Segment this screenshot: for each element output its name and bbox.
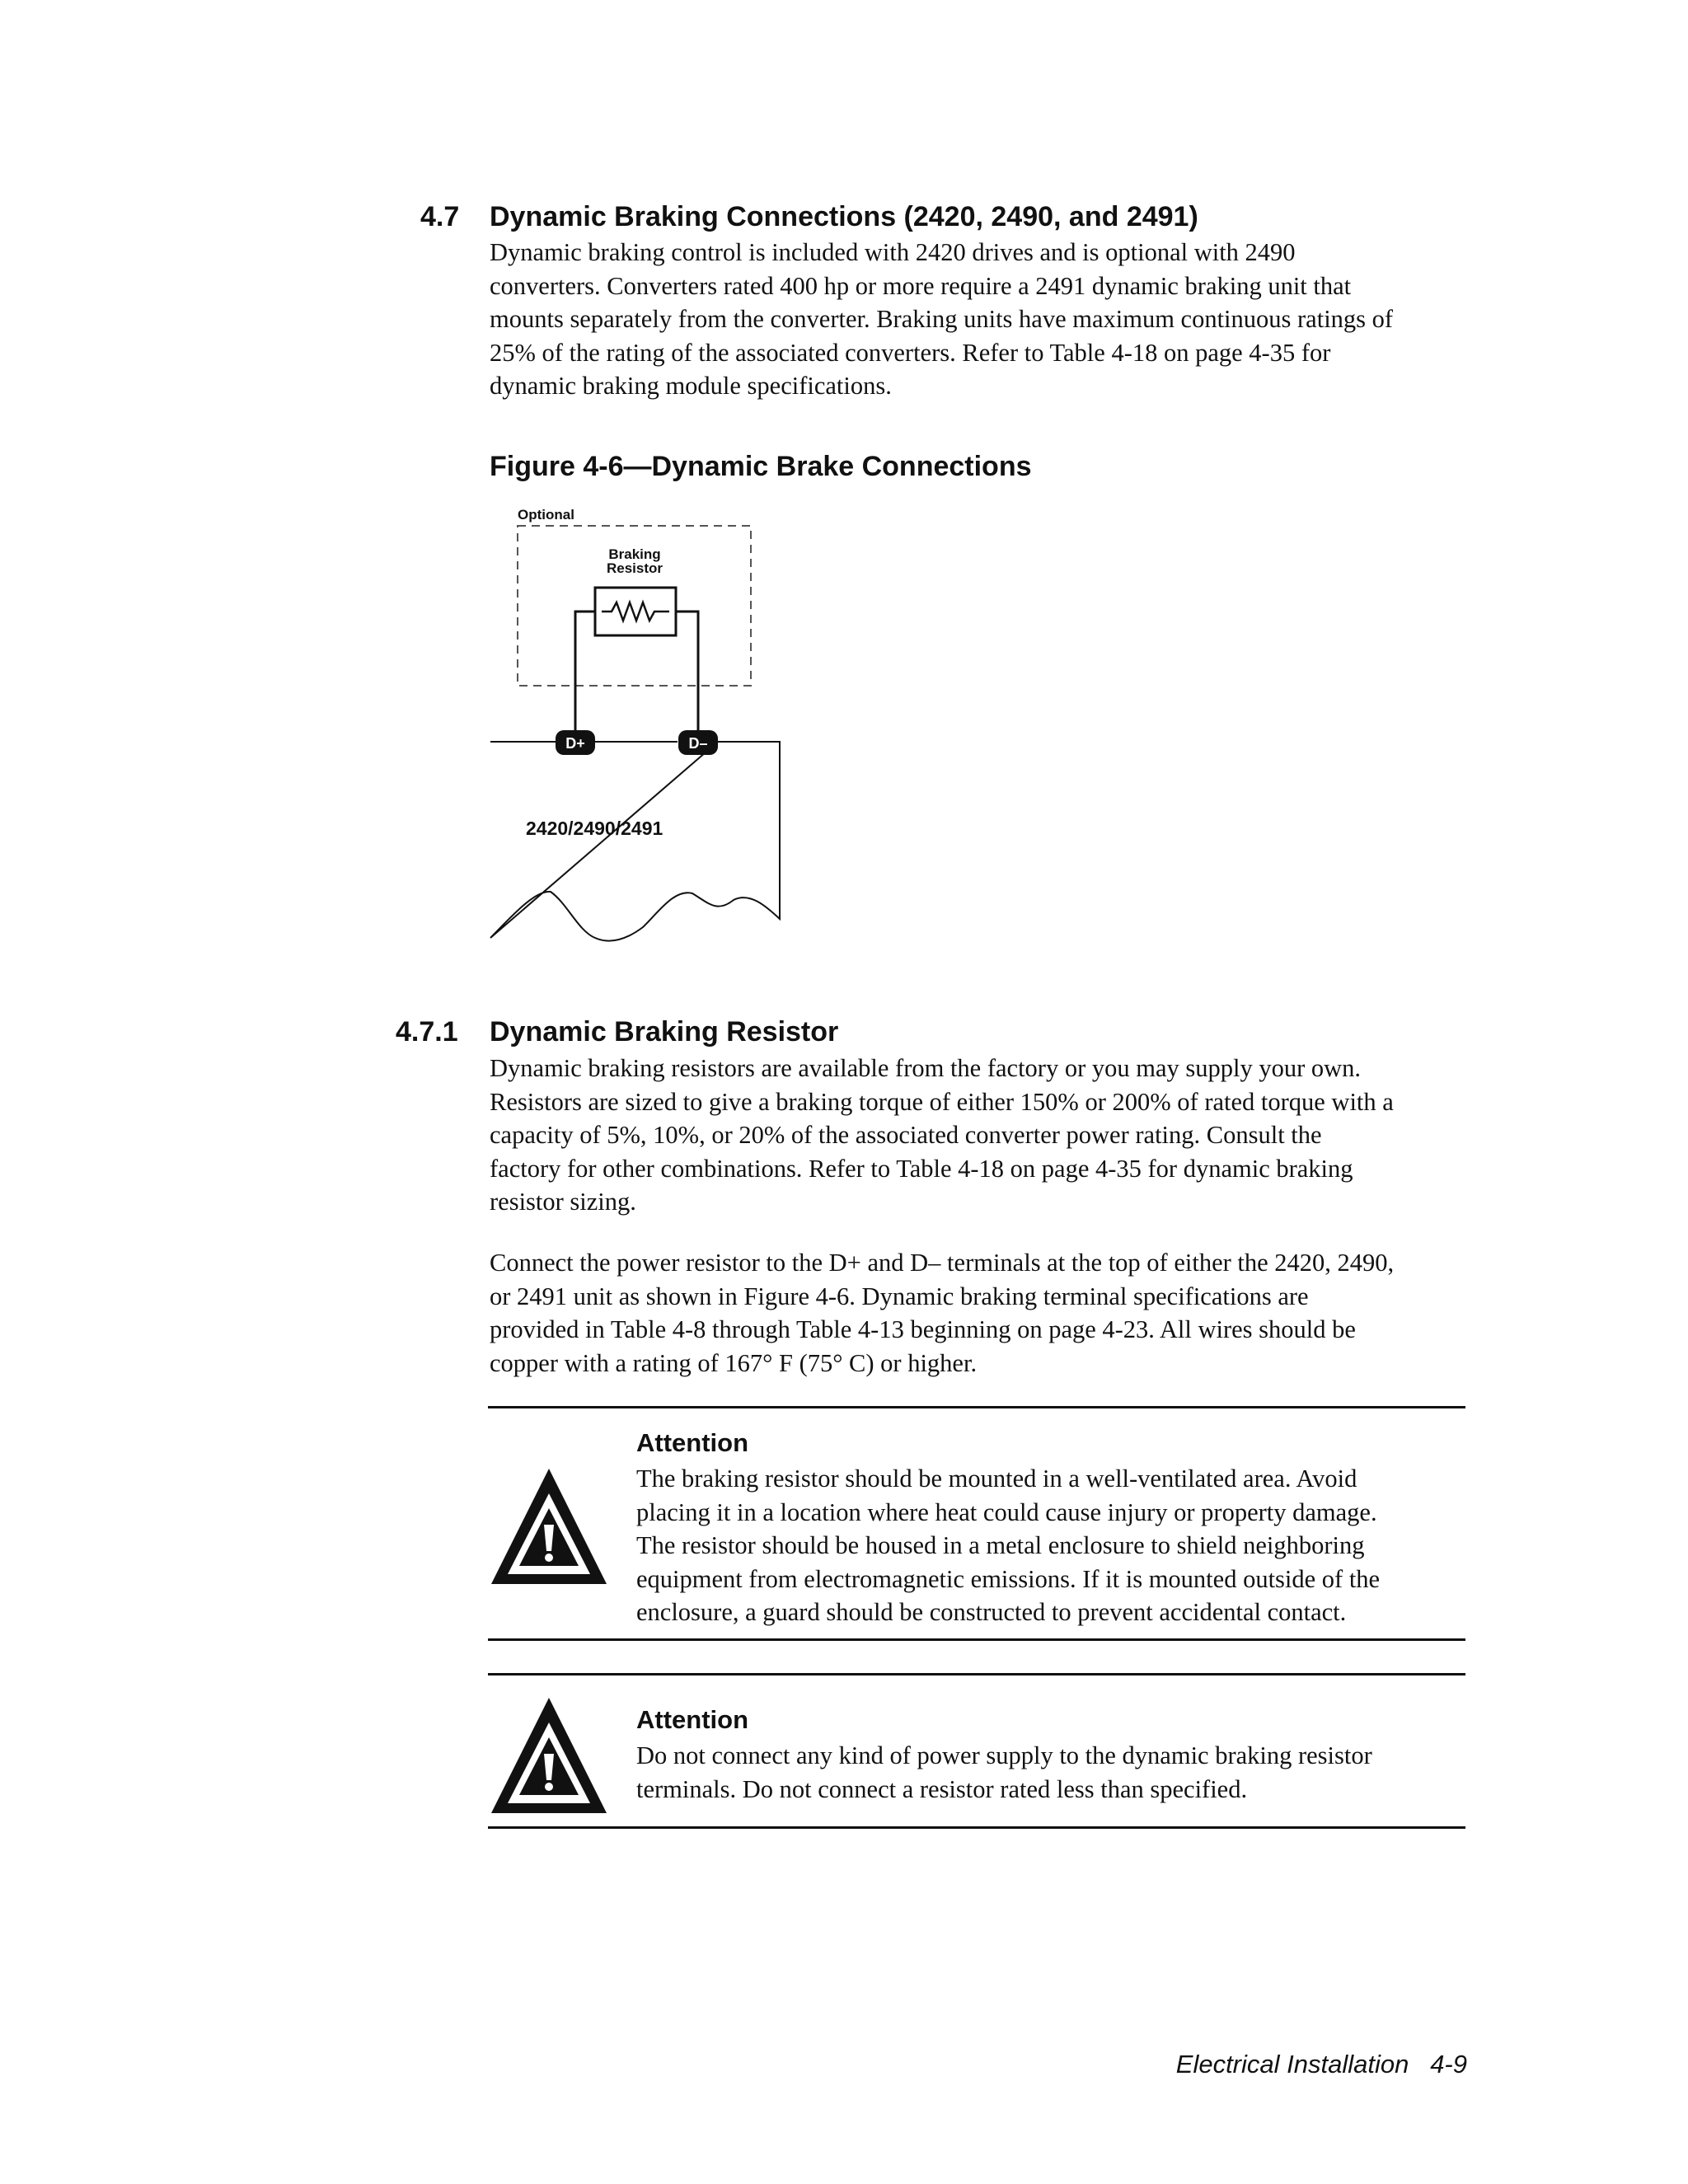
figure-title: Figure 4-6—Dynamic Brake Connections: [490, 451, 1032, 482]
section-title: Dynamic Braking Connections (2420, 2490, and 2491): [490, 201, 1198, 232]
text-line: dynamic braking module specifications.: [490, 372, 892, 400]
footer-page-number: 4-9: [1430, 2050, 1467, 2079]
resistor-label-1: Braking: [608, 546, 661, 562]
text-line: placing it in a location where heat could cause injury or property damage.: [636, 1497, 1377, 1526]
text-line: capacity of 5%, 10%, or 20% of the associated converter power rating. Consult the: [490, 1121, 1322, 1149]
resistor-label-2: Resistor: [606, 560, 663, 576]
section-4-7-1-paragraph-2: [490, 1246, 1479, 1380]
drive-unit-outline: [490, 742, 780, 941]
text-line: enclosure, a guard should be constructed to prevent accidental contact.: [636, 1598, 1347, 1626]
attention-2-bottom-rule: [488, 1826, 1465, 1829]
wire-d-minus: [676, 612, 698, 738]
text-line: mounts separately from the converter. Braking units have maximum continuous ratings of: [490, 305, 1394, 333]
text-line: Connect the power resistor to the D+ and D– terminals at the top of either the 2420, 2490,: [490, 1249, 1395, 1277]
warning-triangle-icon: [488, 1465, 610, 1587]
wire-d-plus: [575, 612, 595, 738]
text-line: Dynamic braking resistors are available from the factory or you may supply your own.: [490, 1054, 1362, 1082]
footer-section: Electrical Installation: [1175, 2050, 1409, 2079]
terminal-d-plus-label: D+: [565, 735, 585, 752]
text-line: converters. Converters rated 400 hp or more require a 2491 dynamic braking unit that: [490, 271, 1352, 300]
text-line: Resistors are sized to give a braking torque of either 150% or 200% of rated torque with a: [490, 1087, 1394, 1116]
optional-label: Optional: [518, 507, 574, 523]
section-4-7-1-paragraph-1: [490, 1052, 1479, 1219]
text-line: Dynamic braking control is included with 2420 drives and is optional with 2490: [490, 238, 1296, 266]
attention-1-top-rule: [488, 1406, 1465, 1408]
text-line: resistor sizing.: [490, 1188, 636, 1216]
attention-1-title: Attention: [636, 1428, 749, 1457]
subsection-title: Dynamic Braking Resistor: [490, 1016, 839, 1047]
section-number: 4.7: [420, 201, 460, 232]
text-line: The resistor should be housed in a metal enclosure to shield neighboring: [636, 1531, 1365, 1559]
warning-triangle-icon: [488, 1694, 610, 1816]
text-line: copper with a rating of 167° F (75° C) or higher.: [490, 1348, 978, 1377]
unit-label: 2420/2490/2491: [526, 818, 663, 839]
text-line: or 2491 unit as shown in Figure 4-6. Dynamic braking terminal specifications are: [490, 1282, 1309, 1310]
section-number-4-7-1: 4.7.1: [396, 1016, 458, 1047]
section-heading-4-7: [420, 200, 459, 233]
text-line: provided in Table 4-8 through Table 4-13 beginning on page 4-23. All wires should be: [490, 1315, 1356, 1343]
terminal-d-minus-label: D–: [688, 735, 708, 752]
attention-2-text: [636, 1739, 1469, 1806]
attention-1-text: [636, 1462, 1469, 1629]
text-line: equipment from electromagnetic emissions. If it is mounted outside of the: [636, 1564, 1381, 1593]
section-4-7-paragraph: [490, 236, 1479, 403]
attention-1-bottom-rule: [488, 1638, 1465, 1641]
attention-2-title: Attention: [636, 1705, 749, 1734]
text-line: terminals. Do not connect a resistor rated less than specified.: [636, 1774, 1248, 1803]
text-line: factory for other combinations. Refer to Table 4-18 on page 4-35 for dynamic braking: [490, 1154, 1353, 1183]
text-line: 25% of the rating of the associated converters. Refer to Table 4-18 on page 4-35 for: [490, 338, 1331, 367]
page-footer: [1162, 2050, 1467, 2079]
text-line: The braking resistor should be mounted in a well-ventilated area. Avoid: [636, 1465, 1357, 1493]
attention-2-top-rule: [488, 1673, 1465, 1675]
brake-connection-diagram: [486, 503, 791, 956]
text-line: Do not connect any kind of power supply to the dynamic braking resistor: [636, 1741, 1372, 1769]
